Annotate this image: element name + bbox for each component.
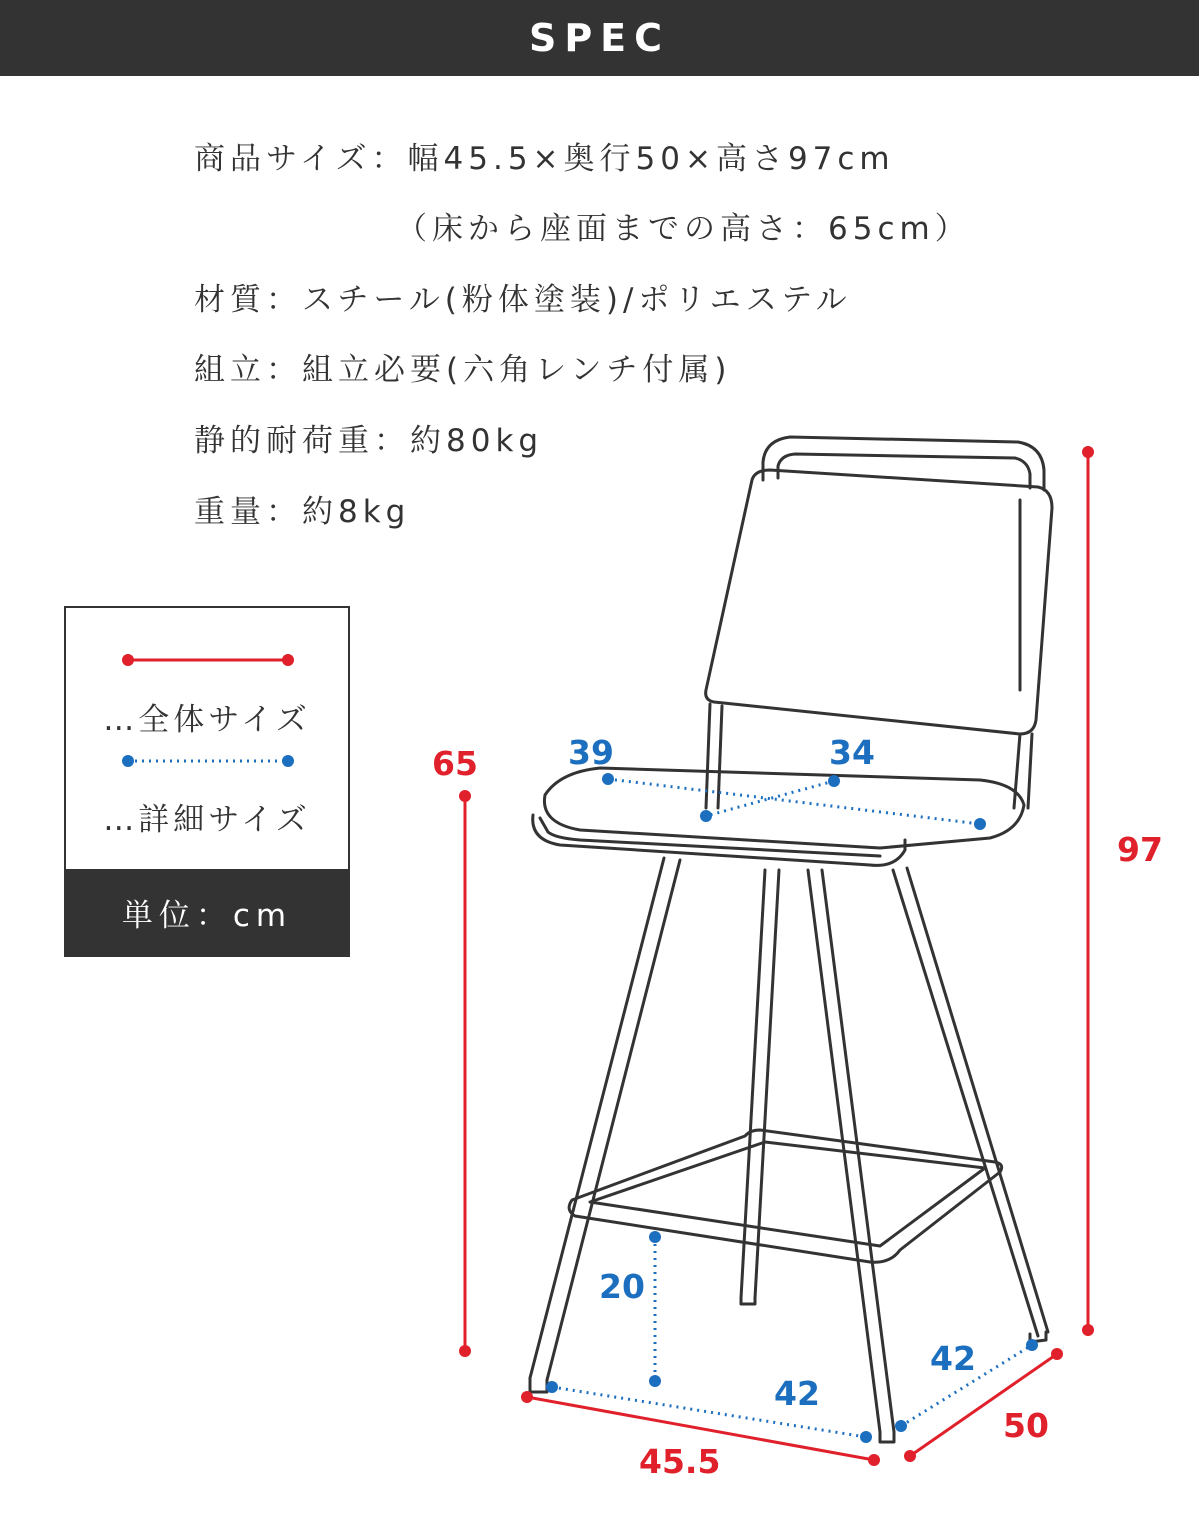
foot-cap-front-right xyxy=(880,1432,894,1442)
page-title: SPEC xyxy=(528,16,671,60)
label-depth: 50 xyxy=(1003,1406,1049,1445)
legend-overall-label: …全体サイズ xyxy=(103,702,311,738)
spec-load: 静的耐荷重：約80kg xyxy=(194,423,544,459)
label-overall-height: 97 xyxy=(1117,830,1163,869)
legend-unit: 単位：cm xyxy=(66,869,348,955)
legend-detail-label: …詳細サイズ xyxy=(103,802,311,838)
label-footrest-height: 20 xyxy=(599,1267,645,1306)
label-leg-span-front: 42 xyxy=(774,1374,820,1413)
label-width: 45.5 xyxy=(639,1442,721,1481)
overall-dimension-lines xyxy=(459,446,1094,1466)
label-seat-depth: 34 xyxy=(829,733,875,772)
label-seat-width: 39 xyxy=(568,733,614,772)
leg-back-right xyxy=(893,868,1048,1336)
footrest-ring xyxy=(569,1130,1002,1262)
backrest-handle xyxy=(763,437,1044,490)
foot-cap-front-left xyxy=(530,1378,547,1392)
label-leg-span-side: 42 xyxy=(930,1339,976,1378)
spec-weight: 重量：約8kg xyxy=(194,494,411,530)
spec-size: 商品サイズ：幅45.5×奥行50×高さ97cm xyxy=(194,141,895,177)
leg-back-left xyxy=(741,870,779,1298)
backrest-cushion xyxy=(706,470,1052,734)
spec-seat-height: （床から座面までの高さ：65cm） xyxy=(396,211,971,247)
back-upright-right xyxy=(1014,734,1032,808)
label-seat-height: 65 xyxy=(432,744,478,783)
spec-material: 材質：スチール(粉体塗装)/ポリエステル xyxy=(194,282,852,318)
spec-assembly: 組立：組立必要(六角レンチ付属) xyxy=(194,352,732,388)
foot-cap-back-left xyxy=(741,1298,755,1304)
